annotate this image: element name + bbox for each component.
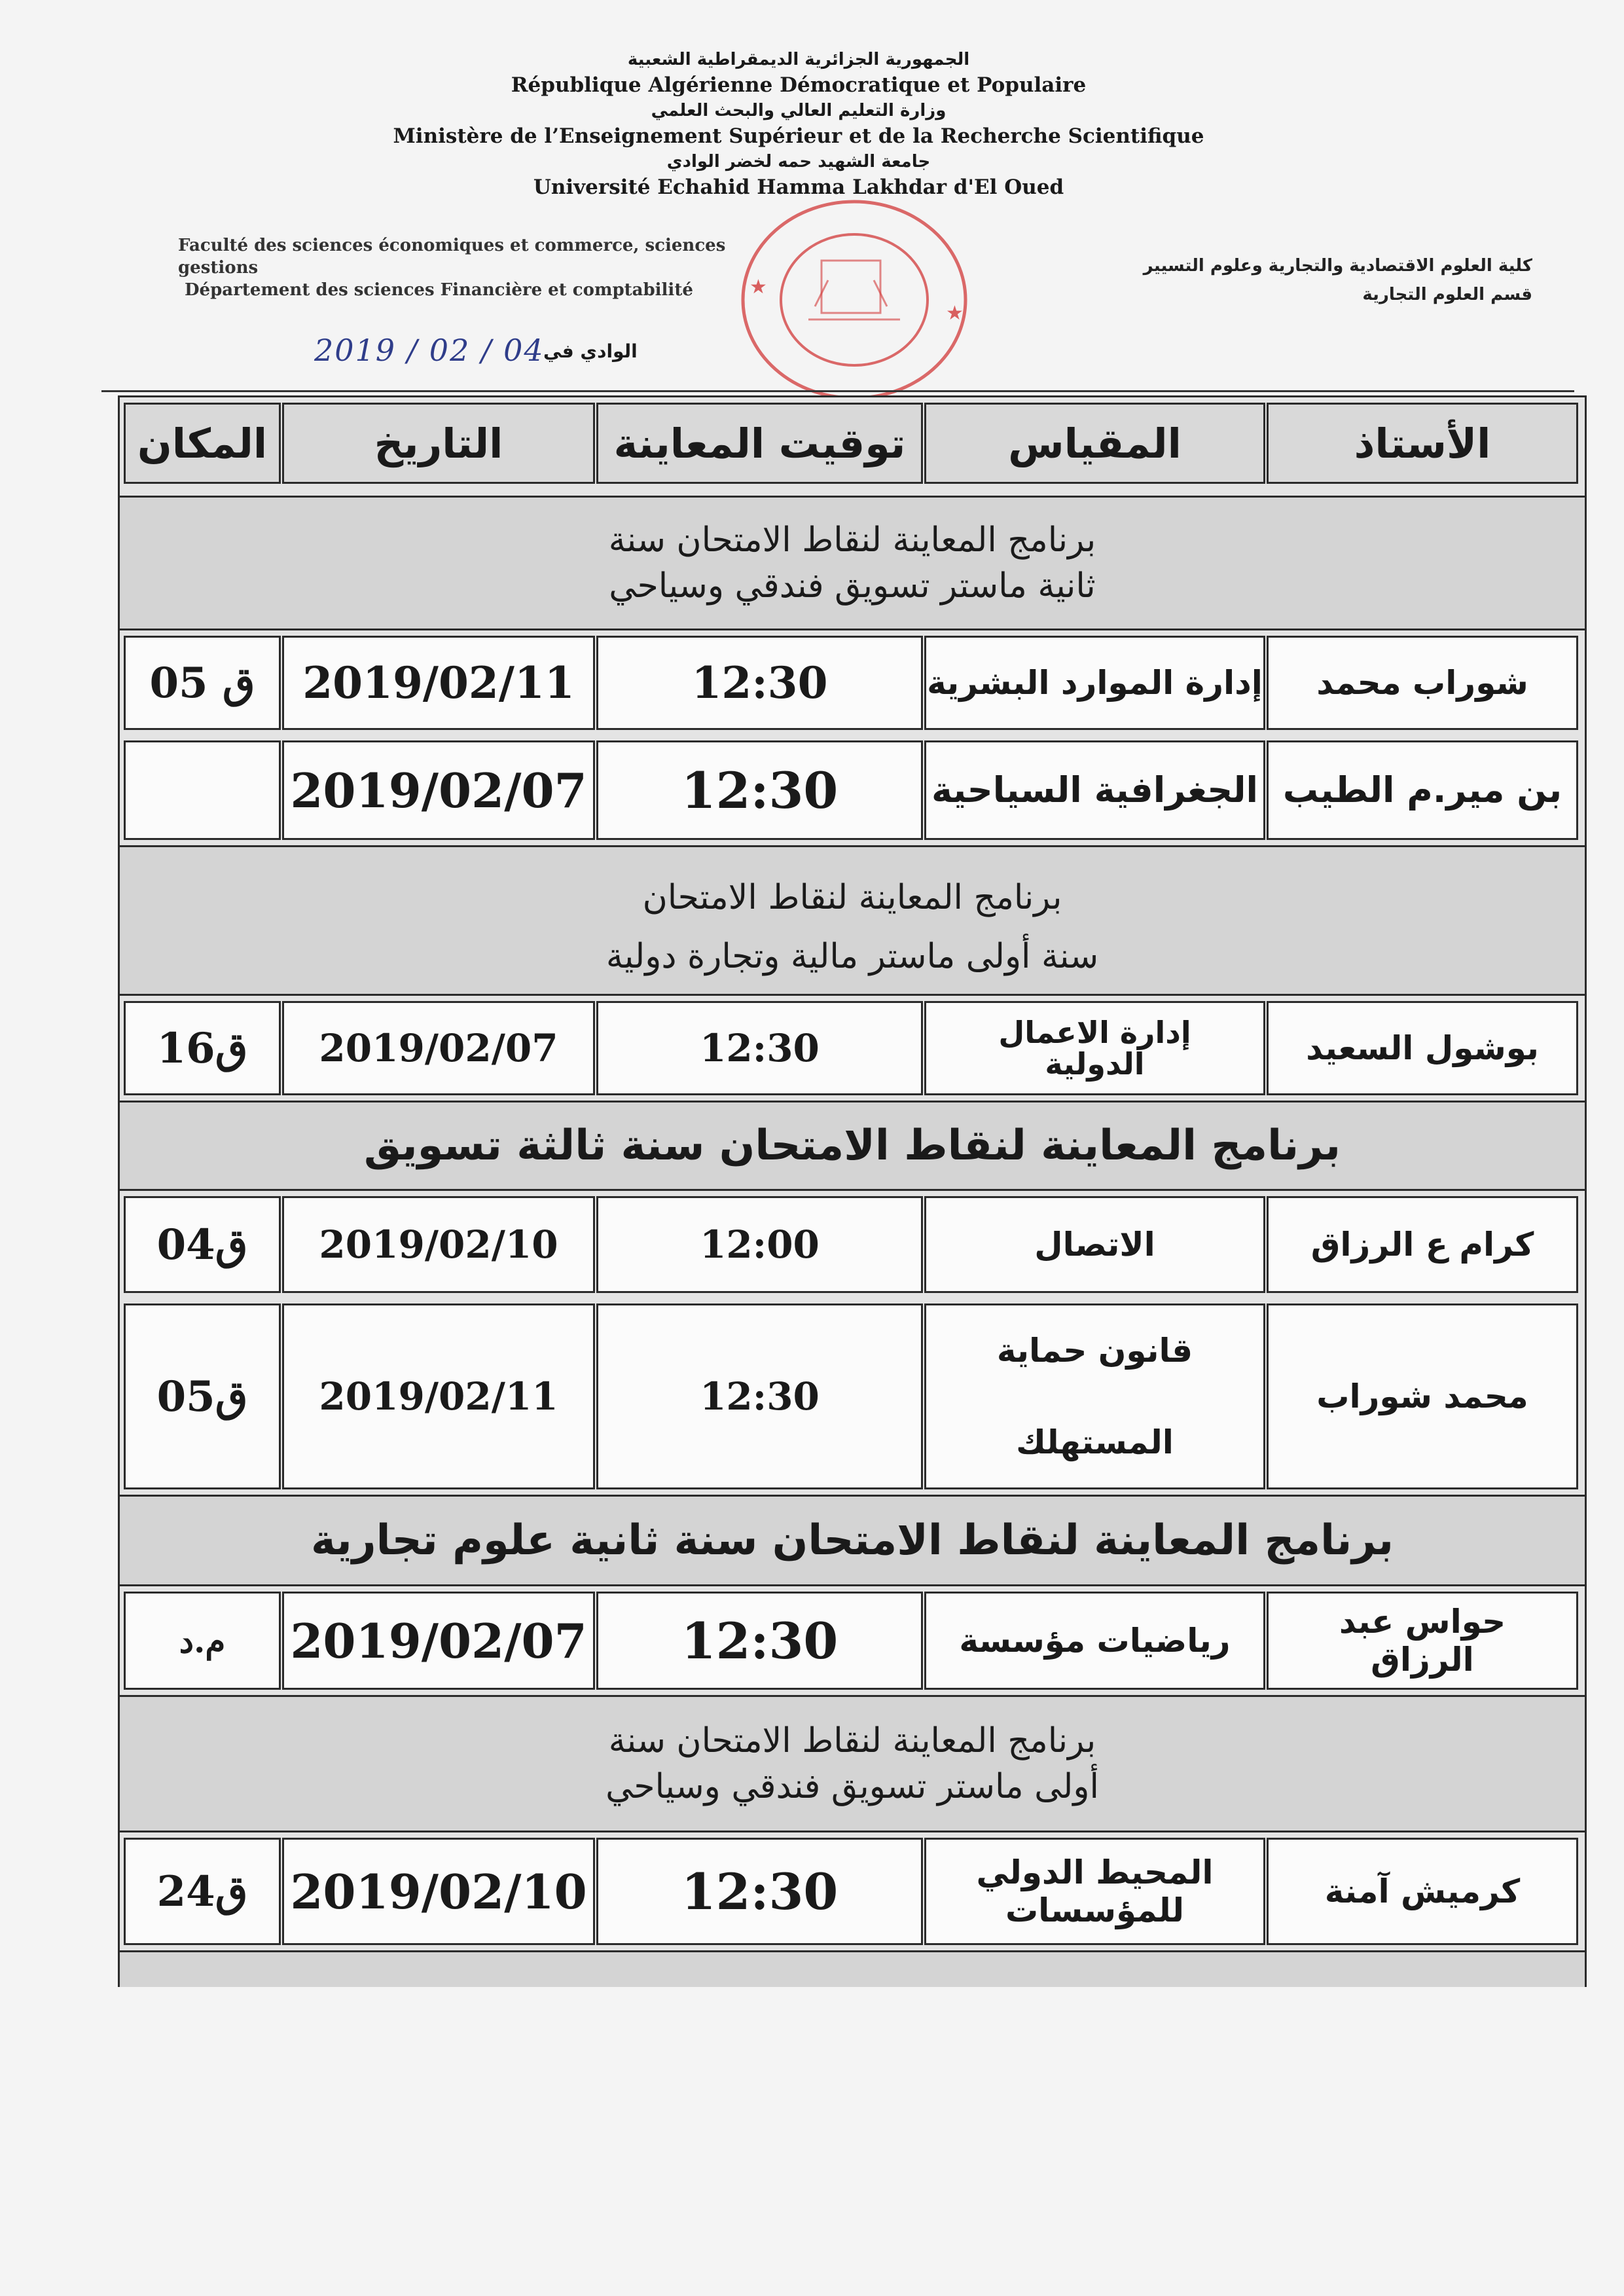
module-line-1: المحيط الدولي	[976, 1853, 1214, 1891]
time-cell: 12:30	[596, 740, 923, 840]
date-cell: 2019/02/10	[282, 1838, 595, 1945]
french-university-line: Université Echahid Hamma Lakhdar d'El Oued	[533, 175, 1064, 199]
group-title-line-1: برنامج المعاينة لنقاط الامتحان سنة	[608, 520, 1096, 560]
table-row	[120, 1586, 1585, 1695]
time-cell: 12:30	[596, 1001, 923, 1095]
module-cell	[924, 1001, 1265, 1095]
place-cell: م.د	[124, 1592, 281, 1690]
professor-line-1: حواس عبد	[1339, 1603, 1506, 1641]
group-title-line-2: سنة أولى ماستر مالية وتجارة دولية	[605, 937, 1099, 976]
table-row	[120, 1298, 1585, 1495]
professor-cell: شوراب محمد	[1267, 636, 1578, 730]
professor-cell: بن مير.م الطيب	[1267, 740, 1578, 840]
issue-date-line	[308, 333, 700, 372]
faculty-french-line-1: Faculté des sciences économiques et commerce, sciences	[178, 236, 726, 255]
place-cell: ق 05	[124, 636, 281, 730]
arabic-university-line: جامعة الشهيد حمه لخضر الوادي	[666, 152, 931, 172]
place-cell: ق16	[124, 1001, 281, 1095]
group-title-line-1: برنامج المعاينة لنقاط الامتحان سنة	[608, 1721, 1096, 1760]
professor-line-2: الرزاق	[1371, 1641, 1474, 1679]
date-cell: 2019/02/11	[282, 636, 595, 730]
date-label: الوادي في	[543, 340, 638, 362]
column-header-module: المقياس	[924, 403, 1265, 484]
faculty-arabic-line: كلية العلوم الاقتصادية والتجارية وعلوم التسيير	[1143, 256, 1532, 276]
professor-cell: محمد شوراب	[1267, 1303, 1578, 1489]
table-trailing-band	[120, 1950, 1585, 1987]
group-title-line-1: برنامج المعاينة لنقاط الامتحان	[642, 878, 1062, 917]
date-cell: 2019/02/11	[282, 1303, 595, 1489]
module-line-1: قانون حماية	[996, 1332, 1193, 1370]
place-cell	[124, 740, 281, 840]
arabic-ministry-line: وزارة التعليم العالي والبحث العلمي	[651, 101, 947, 120]
professor-cell: كرميش آمنة	[1267, 1838, 1578, 1945]
module-cell: الجغرافية السياحية	[924, 740, 1265, 840]
module-line-2: للمؤسسات	[1005, 1891, 1185, 1929]
place-cell: ق04	[124, 1196, 281, 1293]
table-row	[120, 996, 1585, 1101]
column-header-place: المكان	[124, 403, 281, 484]
group-heading	[120, 1101, 1585, 1191]
module-cell: إدارة الموارد البشرية	[924, 636, 1265, 730]
group-title-line-2: ثانية ماستر تسويق فندقي وسياحي	[609, 566, 1096, 606]
svg-text:★: ★	[946, 302, 964, 325]
column-header-time: توقيت المعاينة	[596, 403, 923, 484]
faculty-arabic-block	[1127, 251, 1532, 309]
module-line-2: المستهلك	[1016, 1423, 1174, 1461]
header-divider	[101, 390, 1574, 392]
french-republic-line: République Algérienne Démocratique et Populaire	[511, 73, 1087, 97]
university-stamp	[717, 189, 992, 411]
handwritten-date: 2019 / 02 / 04	[314, 333, 545, 368]
place-cell: ق24	[124, 1838, 281, 1945]
module-line-1: إدارة الاعمال	[998, 1015, 1191, 1050]
group-title-line-1: برنامج المعاينة لنقاط الامتحان سنة ثانية علوم تجارية	[310, 1516, 1394, 1565]
time-cell: 12:30	[596, 1303, 923, 1489]
module-cell: رياضيات مؤسسة	[924, 1592, 1265, 1690]
table-row	[120, 630, 1585, 735]
faculty-french-block	[178, 234, 767, 301]
group-title-line-2: أولى ماستر تسويق فندقي وسياحي	[605, 1767, 1099, 1806]
professor-cell: بوشول السعيد	[1267, 1001, 1578, 1095]
table-row	[120, 735, 1585, 845]
department-arabic-line: قسم العلوم التجارية	[1362, 285, 1532, 304]
date-cell: 2019/02/07	[282, 1001, 595, 1095]
professor-cell	[1267, 1592, 1578, 1690]
institution-header	[367, 47, 1231, 200]
table-row	[120, 1832, 1585, 1950]
department-french-line: Département des sciences Financière et comptabilité	[185, 280, 693, 300]
inspection-schedule-table	[118, 395, 1587, 1987]
french-ministry-line: Ministère de l’Enseignement Supérieur et de la Recherche Scientifique	[393, 124, 1204, 148]
module-cell: الاتصال	[924, 1196, 1265, 1293]
faculty-french-line-2: gestions	[178, 258, 259, 278]
module-cell	[924, 1838, 1265, 1945]
module-line-2: الدولية	[1045, 1046, 1145, 1082]
group-heading	[120, 496, 1585, 630]
group-heading	[120, 1495, 1585, 1586]
group-heading	[120, 845, 1585, 996]
table-row	[120, 1191, 1585, 1298]
place-cell: ق05	[124, 1303, 281, 1489]
group-title-line-1: برنامج المعاينة لنقاط الامتحان سنة ثالثة تسويق	[363, 1121, 1341, 1170]
column-header-professor: الأستاذ	[1267, 403, 1578, 484]
time-cell: 12:30	[596, 1838, 923, 1945]
group-heading	[120, 1695, 1585, 1832]
module-cell	[924, 1303, 1265, 1489]
date-cell: 2019/02/07	[282, 740, 595, 840]
svg-text:★: ★	[749, 276, 767, 299]
column-header-date: التاريخ	[282, 403, 595, 484]
time-cell: 12:30	[596, 1592, 923, 1690]
arabic-republic-line: الجمهورية الجزائرية الديمقراطية الشعبية	[627, 50, 970, 69]
date-cell: 2019/02/10	[282, 1196, 595, 1293]
date-cell: 2019/02/07	[282, 1592, 595, 1690]
time-cell: 12:30	[596, 636, 923, 730]
professor-cell: كرام ع الرزاق	[1267, 1196, 1578, 1293]
table-header-row	[120, 397, 1585, 489]
time-cell: 12:00	[596, 1196, 923, 1293]
